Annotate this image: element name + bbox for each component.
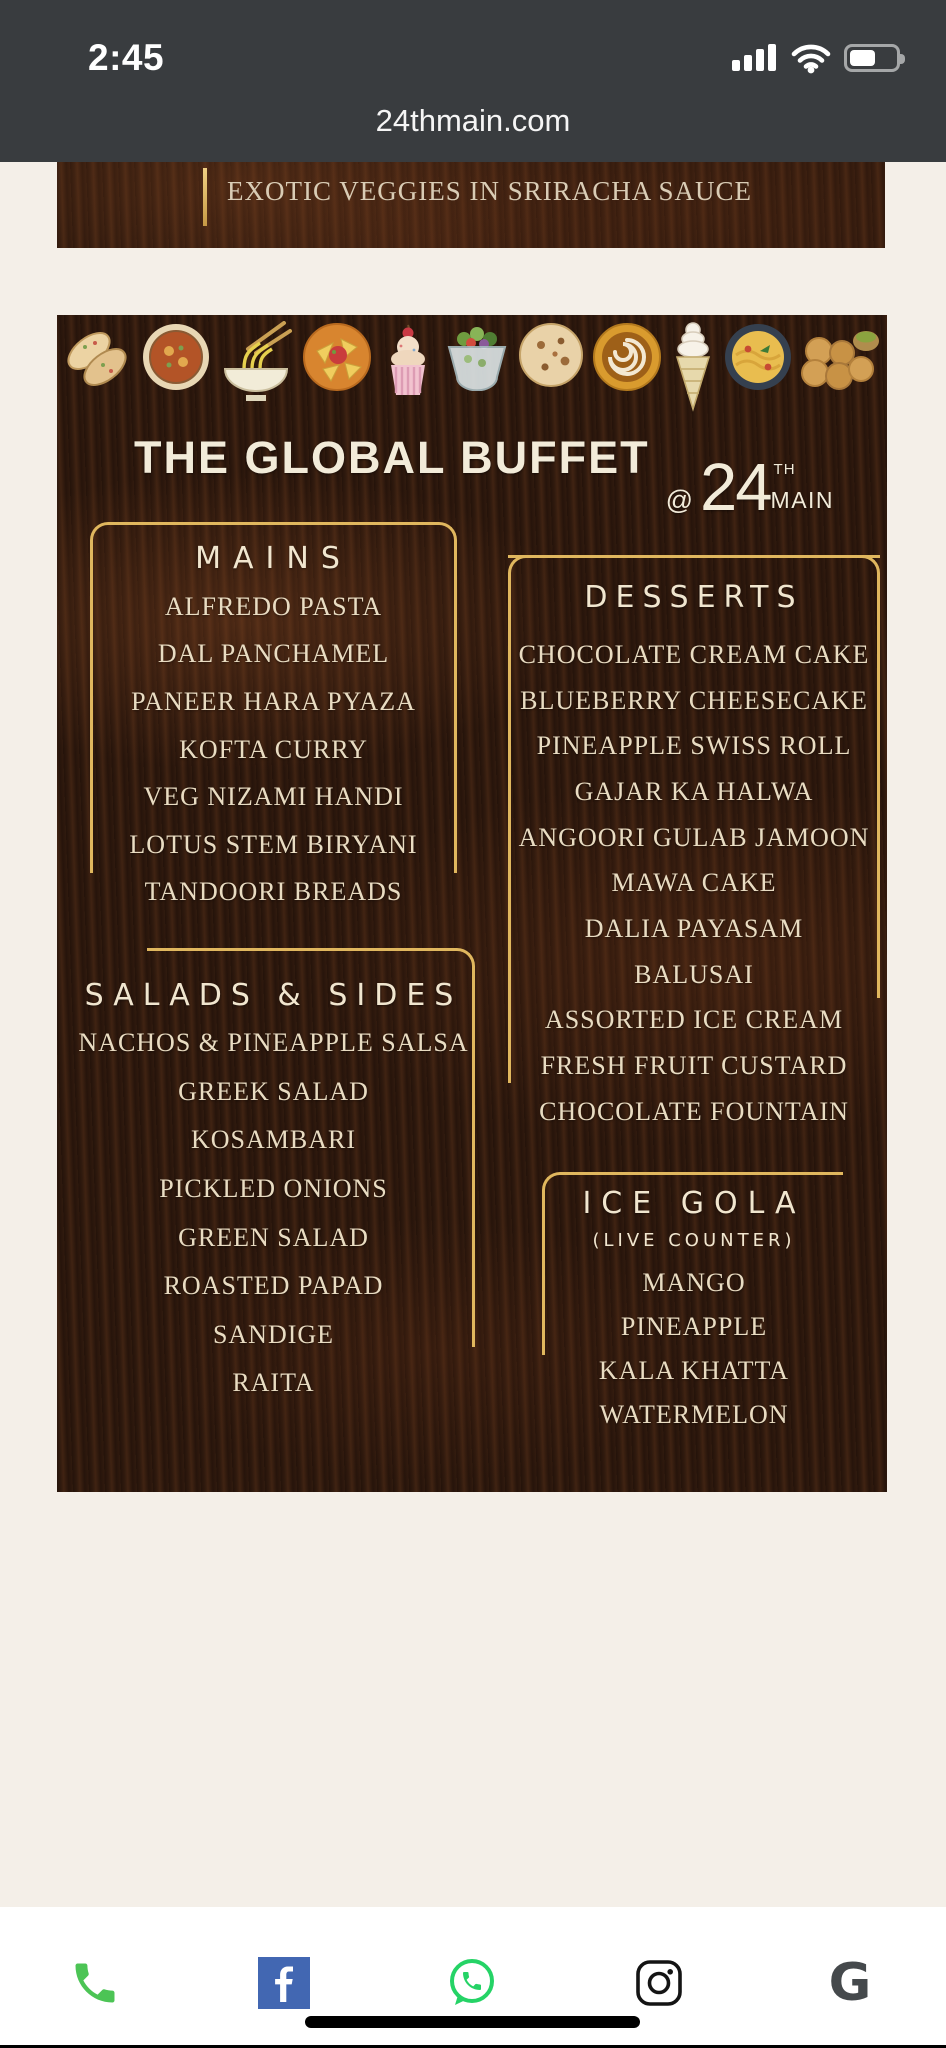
menu-item: DALIA PAYASAM: [584, 913, 804, 943]
menu-item: MANGO: [642, 1268, 746, 1297]
whatsapp-icon: [445, 1956, 499, 2010]
nachos-plate-icon: [301, 321, 373, 393]
pani-puri-icon: [801, 321, 881, 393]
safari-header: [0, 0, 946, 162]
noodle-bowl-icon: [218, 321, 294, 407]
clock: 2:45: [88, 37, 165, 78]
battery-icon: [844, 44, 900, 72]
pasta-bowl-icon: [722, 321, 794, 393]
flatbread-icon: [517, 321, 585, 389]
cupcake-icon: [379, 321, 437, 401]
menu-item: MAWA CAKE: [611, 868, 777, 898]
dal-bowl-icon: [591, 321, 663, 393]
whatsapp-button[interactable]: [445, 1956, 499, 2010]
menu-item: GAJAR KA HALWA: [574, 776, 814, 806]
section-desserts: [508, 577, 880, 1135]
menu-item: RAITA: [232, 1368, 315, 1398]
menu-item: KOFTA CURRY: [179, 734, 368, 764]
google-icon: G: [828, 1953, 872, 2013]
facebook-icon: [258, 1957, 310, 2009]
brand-at-sign: @: [665, 485, 694, 515]
menu-item: TANDOORI BREADS: [144, 877, 403, 907]
section-title: SALADS & SIDES: [84, 977, 463, 1013]
menu-item: ROASTED PAPAD: [163, 1271, 384, 1301]
menu-item: FRESH FRUIT CUSTARD: [540, 1051, 848, 1081]
brand-column: [770, 461, 835, 514]
brand-ordinal: TH: [773, 461, 796, 478]
wifi-icon: [791, 43, 831, 74]
section-ice-gola: [508, 1183, 880, 1437]
menu-item: VEG NIZAMI HANDI: [143, 782, 404, 812]
salad-bowl-icon: [444, 321, 510, 391]
menu-item: DAL PANCHAMEL: [157, 639, 390, 669]
brand-logo-24th-main: [665, 450, 835, 525]
menu-title-row: [57, 427, 887, 525]
section-items: [508, 632, 880, 1135]
menu-title: THE GLOBAL BUFFET: [133, 432, 650, 483]
cellular-signal-icon: [732, 43, 778, 73]
global-buffet-menu-image: [57, 315, 887, 1492]
section-mains: [90, 538, 457, 916]
menu-item: PICKLED ONIONS: [159, 1174, 388, 1204]
status-icons: [732, 43, 900, 74]
menu-item: ANGOORI GULAB JAMOON: [518, 822, 870, 852]
address-bar[interactable]: 24thmain.com: [375, 103, 571, 138]
site-footer-toolbar: [0, 1907, 946, 2048]
battery-nub: [900, 54, 905, 64]
food-icons-row: [63, 321, 881, 413]
menu-item: BLUEBERRY CHEESECAKE: [520, 685, 868, 715]
menu-item: ASSORTED ICE CREAM: [544, 1005, 844, 1035]
menu-item: LOTUS STEM BIRYANI: [129, 829, 418, 859]
section-items: [90, 583, 457, 916]
naan-bread-icon: [63, 321, 133, 393]
battery-fill: [850, 50, 875, 66]
google-button[interactable]: [823, 1953, 877, 2013]
menu-item: GREEK SALAD: [178, 1076, 369, 1106]
menu-item: PINEAPPLE SWISS ROLL: [536, 731, 852, 761]
section-title: DESSERTS: [584, 579, 804, 615]
curry-bowl-icon: [140, 321, 212, 393]
status-row: [88, 38, 900, 78]
brand-name: MAIN: [770, 487, 835, 513]
menu-item: EXOTIC VEGGIES IN SRIRACHA SAUCE: [227, 176, 753, 206]
section-salads-and-sides: [78, 975, 469, 1408]
section-items: [508, 1261, 880, 1437]
home-indicator[interactable]: [305, 2016, 640, 2028]
phone-icon: [69, 1957, 121, 2009]
menu-item: PINEAPPLE: [620, 1312, 768, 1341]
menu-item: KOSAMBARI: [190, 1125, 357, 1155]
menu-item: PANEER HARA PYAZA: [131, 686, 416, 716]
menu-item: CHOCOLATE CREAM CAKE: [518, 639, 870, 669]
section-subtitle: (LIVE COUNTER): [592, 1229, 796, 1251]
softserve-cone-icon: [670, 321, 716, 413]
menu-item: WATERMELON: [599, 1400, 789, 1429]
section-items: [78, 1019, 469, 1408]
phone-call-button[interactable]: [68, 1956, 122, 2010]
menu-item: ALFREDO PASTA: [164, 591, 383, 621]
facebook-button[interactable]: [257, 1956, 311, 2010]
instagram-button[interactable]: [632, 1956, 686, 2010]
gold-divider-line: [203, 168, 207, 226]
menu-item: BALUSAI: [634, 959, 754, 989]
menu-item: SANDIGE: [212, 1319, 335, 1349]
menu-item: KALA KHATTA: [598, 1356, 790, 1385]
brand-number: 24: [700, 450, 771, 525]
instagram-icon: [633, 1957, 685, 2009]
menu-item: CHOCOLATE FOUNTAIN: [539, 1096, 849, 1126]
menu-item: NACHOS & PINEAPPLE SALSA: [78, 1028, 469, 1058]
section-title: MAINS: [195, 540, 352, 576]
section-title: ICE GOLA: [582, 1185, 806, 1221]
menu-item: GREEN SALAD: [178, 1222, 369, 1252]
menu-image-previous-section: [57, 162, 885, 248]
